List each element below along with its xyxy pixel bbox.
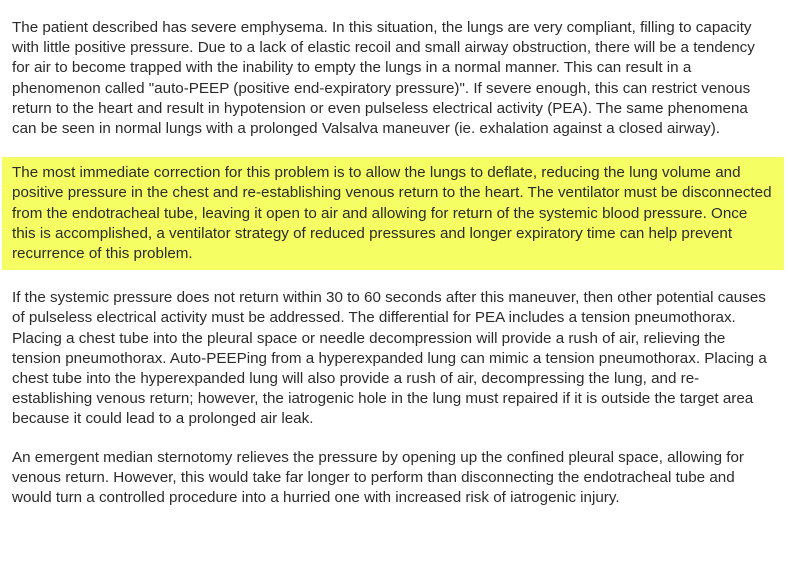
highlighted-paragraph-immediate-correction: The most immediate correction for this problem is to allow the lungs to deflate, reducing the lung volume and positive pressure in the chest and re-establishing venous return to the heart. The ventilator must be disconnected from the endotracheal tube, leaving it open to air and allowing for return of the systemic blood pressure. Once this is accomplished, a ventilator strategy of reduced pressures and longer expiratory time can help prevent recurrence of this problem.	[2, 157, 784, 270]
paragraph-pea-differential: If the systemic pressure does not return within 30 to 60 seconds after this maneuver, then other potential causes of pulseless electrical activity must be addressed. The differential for PEA includes a tension pneumothorax. Placing a chest tube into the pleural space or needle decompression will provide a rush of air, relieving the tension pneumothorax. Auto-PEEPing from a hyperexpanded lung can mimic a tension pneumothorax. Placing a chest tube into the hyperexpanded lung will also provide a rush of air, decompressing the lung, and re-establishing venous return; however, the iatrogenic hole in the lung must repaired if it is outside the target area because it could lead to a prolonged air leak.	[12, 289, 767, 428]
paragraph-median-sternotomy: An emergent median sternotomy relieves the pressure by opening up the confined pleural space, allowing for venous return. However, this would take far longer to perform than disconnecting the endotracheal tube and would turn a controlled procedure into a hurried one with increased risk of iatrogenic injury.	[12, 448, 744, 507]
paragraph-emphysema-auto-peep: The patient described has severe emphysema. In this situation, the lungs are very compliant, filling to capacity with little positive pressure. Due to a lack of elastic recoil and small airway obstruction, there will be a tendency for air to become trapped with the inability to empty the lungs in a normal manner. This can result in a phenomenon called "auto-PEEP (positive end-expiratory pressure)". If severe enough, this can restrict venous return to the heart and result in hypotension or even pulseless electrical activity (PEA). The same phenomena can be seen in normal lungs with a prolonged Valsalva maneuver (ie. exhalation against a closed airway).	[12, 19, 755, 138]
